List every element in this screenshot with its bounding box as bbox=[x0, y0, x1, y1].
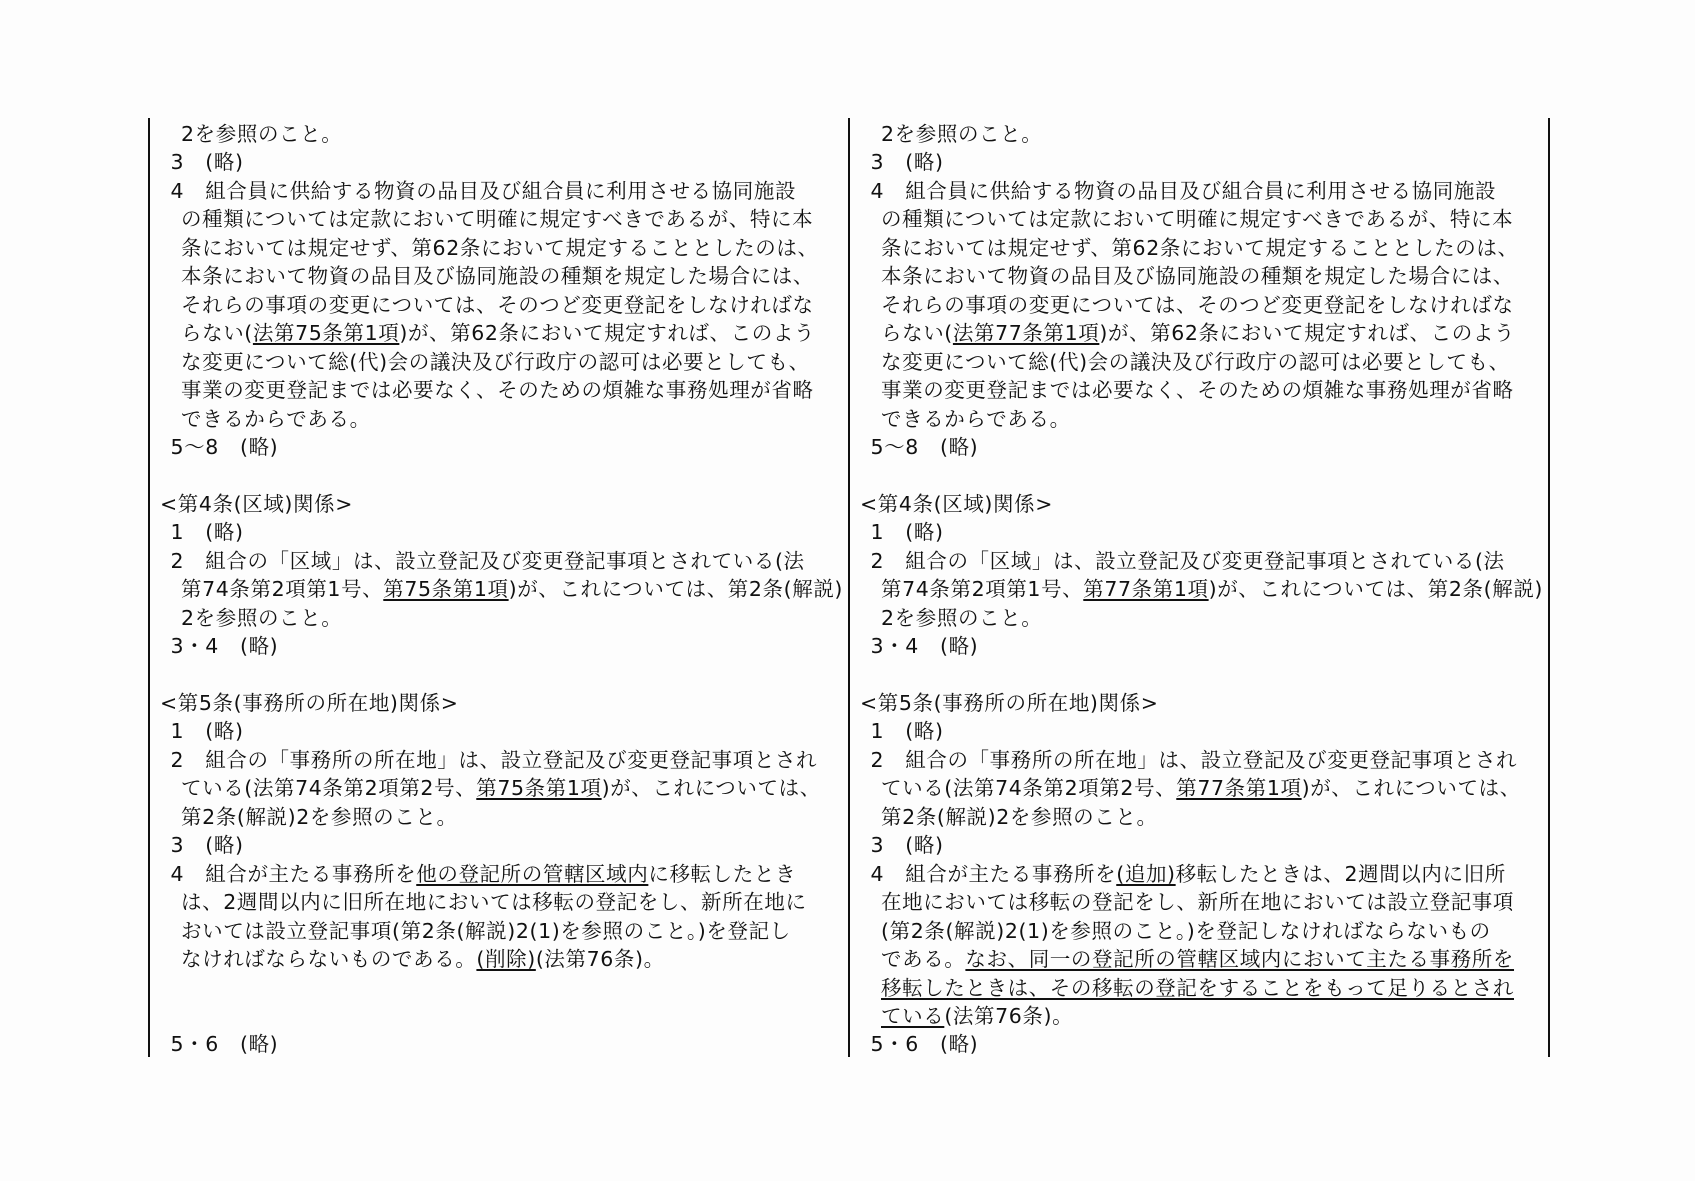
text-line bbox=[881, 888, 1514, 916]
text-segment: ている(法第74条第2項第2号、 bbox=[881, 776, 1177, 801]
text-segment: 2 組合の「事務所の所在地」は、設立登記及び変更登記事項とされ bbox=[170, 747, 818, 772]
text-line bbox=[171, 433, 279, 461]
amended-text-underlined: 第77条第1項 bbox=[1176, 776, 1302, 801]
text-segment: 1 (略) bbox=[170, 719, 244, 744]
text-segment: 5・6 (略) bbox=[170, 1032, 279, 1057]
text-line bbox=[881, 376, 1514, 404]
text-line bbox=[871, 547, 1505, 575]
text-line bbox=[171, 632, 279, 660]
text-segment: 第74条第2項第1号、 bbox=[181, 577, 384, 602]
text-segment: ている(法第74条第2項第2号、 bbox=[181, 776, 477, 801]
amended-text-underlined: 第77条第1項 bbox=[1083, 577, 1209, 602]
text-line bbox=[881, 974, 1514, 1002]
text-segment: )が、第62条において規定すれば、このよう bbox=[399, 321, 816, 346]
text-segment: の種類については定款において明確に規定すべきであるが、特に本 bbox=[181, 207, 814, 232]
amended-text-underlined: 移転したときは、その移転の登記をすることをもって足りるとされ bbox=[881, 975, 1514, 1000]
text-segment: 1 (略) bbox=[870, 520, 944, 545]
text-line bbox=[160, 689, 459, 717]
text-line bbox=[181, 945, 665, 973]
text-segment: 2 組合の「区域」は、設立登記及び変更登記事項とされている(法 bbox=[170, 548, 805, 573]
text-line bbox=[171, 547, 805, 575]
text-segment: 条においては規定せず、第62条において規定することとしたのは、 bbox=[181, 235, 819, 260]
text-segment: 2を参照のこと。 bbox=[181, 122, 343, 146]
text-segment: できるからである。 bbox=[881, 406, 1071, 431]
text-line bbox=[881, 774, 1521, 802]
text-line bbox=[881, 575, 1543, 603]
text-segment: 3 (略) bbox=[170, 833, 244, 858]
text-line bbox=[171, 746, 818, 774]
text-segment: 1 (略) bbox=[870, 719, 944, 744]
text-segment: は、2週間以内に旧所在地においては移転の登記をし、新所在地に bbox=[181, 890, 807, 915]
text-segment: 4 組合員に供給する物資の品目及び組合員に利用させる協同施設 bbox=[870, 178, 1497, 203]
text-line bbox=[181, 604, 342, 632]
amended-text-underlined: 第75条第1項 bbox=[383, 577, 509, 602]
text-line bbox=[171, 717, 244, 745]
text-line bbox=[171, 831, 244, 859]
amended-text-underlined: 法第75条第1項 bbox=[252, 321, 400, 346]
text-segment: 第74条第2項第1号、 bbox=[881, 577, 1084, 602]
text-segment: 2 組合の「事務所の所在地」は、設立登記及び変更登記事項とされ bbox=[870, 747, 1518, 772]
text-segment: 4 組合が主たる事務所を bbox=[870, 861, 1117, 886]
text-segment: できるからである。 bbox=[181, 406, 371, 431]
text-line bbox=[871, 1030, 979, 1058]
text-line bbox=[860, 490, 1053, 518]
text-segment: らない( bbox=[881, 321, 953, 346]
text-line bbox=[881, 205, 1513, 233]
text-line bbox=[181, 803, 458, 831]
text-line bbox=[181, 917, 791, 945]
text-segment: 4 組合員に供給する物資の品目及び組合員に利用させる協同施設 bbox=[170, 178, 797, 203]
text-line bbox=[171, 518, 244, 546]
text-segment: <第5条(事務所の所在地)関係> bbox=[160, 691, 459, 715]
text-line bbox=[871, 632, 979, 660]
text-segment: 4 組合が主たる事務所を bbox=[170, 861, 417, 886]
text-line bbox=[181, 234, 819, 262]
text-segment: 第2条(解説)2を参照のこと。 bbox=[181, 804, 458, 829]
text-line bbox=[181, 291, 814, 319]
text-line bbox=[881, 348, 1510, 376]
text-line bbox=[881, 803, 1158, 831]
text-line bbox=[871, 433, 979, 461]
text-line bbox=[160, 490, 353, 518]
text-segment: 3 (略) bbox=[170, 150, 244, 175]
text-segment: )が、これについては、 bbox=[601, 776, 821, 801]
amended-text-underlined: 法第77条第1項 bbox=[952, 321, 1100, 346]
text-segment: <第4条(区域)関係> bbox=[160, 491, 353, 516]
text-segment: <第4条(区域)関係> bbox=[860, 491, 1053, 516]
text-line bbox=[881, 405, 1071, 433]
text-line bbox=[881, 604, 1042, 632]
right-border-rule bbox=[1548, 118, 1550, 1057]
text-segment: それらの事項の変更については、そのつど変更登記をしなければな bbox=[881, 292, 1514, 317]
text-segment: 在地においては移転の登記をし、新所在地においては設立登記事項 bbox=[881, 890, 1514, 915]
text-line bbox=[881, 234, 1519, 262]
text-segment: 事業の変更登記までは必要なく、そのための煩雑な事務処理が省略 bbox=[881, 378, 1514, 403]
text-segment: )が、これについては、第2条(解説) bbox=[508, 577, 844, 602]
text-line bbox=[881, 291, 1514, 319]
text-line bbox=[181, 405, 371, 433]
text-segment: 1 (略) bbox=[170, 520, 244, 545]
text-line bbox=[871, 518, 944, 546]
amended-text-underlined: 第75条第1項 bbox=[476, 776, 602, 801]
text-segment: らない( bbox=[181, 321, 253, 346]
text-segment: (第2条(解説)2(1)を参照のこと。)を登記しなければならないもの bbox=[881, 918, 1491, 943]
text-line bbox=[871, 148, 944, 176]
text-line bbox=[171, 177, 797, 205]
text-segment: )が、これについては、 bbox=[1301, 776, 1521, 801]
text-line bbox=[181, 376, 814, 404]
text-line bbox=[881, 262, 1514, 290]
left-border-rule bbox=[148, 118, 150, 1057]
text-segment: 2を参照のこと。 bbox=[881, 605, 1043, 630]
text-segment: 第2条(解説)2を参照のこと。 bbox=[881, 804, 1158, 829]
text-line bbox=[871, 860, 1506, 888]
text-line bbox=[181, 888, 807, 916]
text-line bbox=[881, 917, 1491, 945]
text-line bbox=[881, 120, 1042, 148]
text-line bbox=[181, 262, 814, 290]
text-segment: 5〜8 (略) bbox=[870, 434, 979, 459]
text-segment: 2を参照のこと。 bbox=[181, 605, 343, 630]
text-segment: 3・4 (略) bbox=[870, 634, 979, 659]
text-line bbox=[881, 319, 1515, 347]
text-line bbox=[881, 945, 1514, 973]
text-segment: それらの事項の変更については、そのつど変更登記をしなければな bbox=[181, 292, 814, 317]
text-line bbox=[881, 1002, 1073, 1030]
old-text-column bbox=[160, 118, 846, 1057]
text-segment: 5・6 (略) bbox=[870, 1032, 979, 1057]
text-line bbox=[181, 774, 821, 802]
new-text-column bbox=[860, 118, 1546, 1057]
text-line bbox=[181, 348, 810, 376]
text-segment: 3 (略) bbox=[870, 150, 944, 175]
text-line bbox=[181, 205, 813, 233]
text-segment: 本条において物資の品目及び協同施設の種類を規定した場合には、 bbox=[881, 264, 1514, 289]
text-segment: (法第76条)。 bbox=[944, 1003, 1074, 1028]
text-line bbox=[871, 746, 1518, 774]
text-segment: おいては設立登記事項(第2条(解説)2(1)を参照のこと。)を登記し bbox=[181, 918, 791, 943]
text-segment: の種類については定款において明確に規定すべきであるが、特に本 bbox=[881, 207, 1514, 232]
amended-text-underlined: なお、同一の登記所の管轄区域内において主たる事務所を bbox=[965, 947, 1515, 972]
text-segment: なければならないものである。 bbox=[181, 947, 477, 972]
text-segment: 条においては規定せず、第62条において規定することとしたのは、 bbox=[881, 235, 1519, 260]
text-line bbox=[171, 860, 797, 888]
amended-text-underlined: 他の登記所の管轄区域内 bbox=[416, 861, 649, 886]
text-segment: 2を参照のこと。 bbox=[881, 122, 1043, 146]
text-segment: (法第76条)。 bbox=[535, 947, 665, 972]
text-segment: 3・4 (略) bbox=[170, 634, 279, 659]
text-segment: )が、第62条において規定すれば、このよう bbox=[1099, 321, 1516, 346]
text-line bbox=[181, 575, 843, 603]
text-line bbox=[871, 831, 944, 859]
text-segment: な変更について総(代)会の議決及び行政庁の認可は必要としても、 bbox=[881, 349, 1510, 374]
text-line bbox=[871, 177, 1497, 205]
text-segment: 3 (略) bbox=[870, 833, 944, 858]
text-segment: <第5条(事務所の所在地)関係> bbox=[860, 691, 1159, 715]
amended-text-underlined: (追加) bbox=[1116, 861, 1176, 886]
text-segment: 本条において物資の品目及び協同施設の種類を規定した場合には、 bbox=[181, 264, 814, 289]
text-line bbox=[171, 1030, 279, 1058]
text-segment: である。 bbox=[881, 947, 966, 972]
text-segment: な変更について総(代)会の議決及び行政庁の認可は必要としても、 bbox=[181, 349, 810, 374]
amended-text-underlined: (削除) bbox=[476, 947, 536, 972]
text-segment: 移転したときは、2週間以内に旧所 bbox=[1175, 861, 1506, 886]
text-line bbox=[860, 689, 1159, 717]
text-segment: に移転したとき bbox=[648, 861, 797, 886]
amended-text-underlined: ている bbox=[881, 1003, 945, 1028]
text-line bbox=[871, 717, 944, 745]
text-segment: )が、これについては、第2条(解説) bbox=[1208, 577, 1544, 602]
text-segment: 事業の変更登記までは必要なく、そのための煩雑な事務処理が省略 bbox=[181, 378, 814, 403]
text-line bbox=[181, 120, 342, 148]
text-line bbox=[171, 148, 244, 176]
column-divider-rule bbox=[848, 118, 850, 1057]
text-segment: 5〜8 (略) bbox=[170, 434, 279, 459]
text-line bbox=[181, 319, 815, 347]
text-segment: 2 組合の「区域」は、設立登記及び変更登記事項とされている(法 bbox=[870, 548, 1505, 573]
